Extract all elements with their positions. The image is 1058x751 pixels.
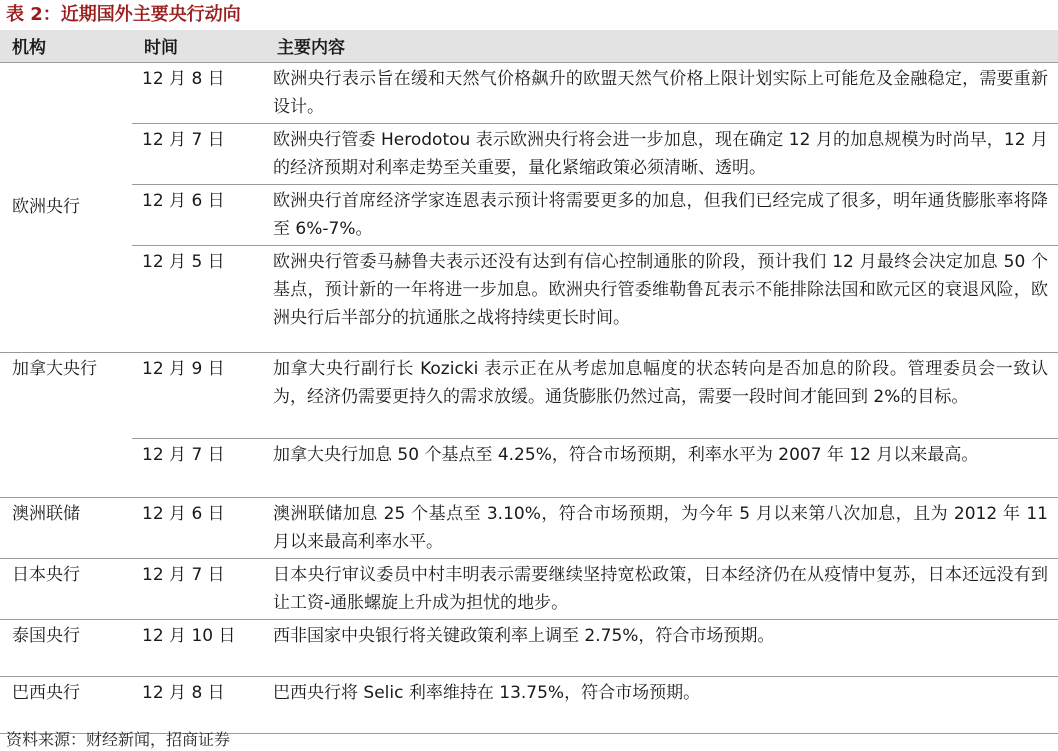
central-bank-table (0, 30, 1058, 734)
org-cell: 泰国央行 (0, 619, 132, 676)
table-row (0, 558, 1058, 619)
content-cell: 欧洲央行管委 Herodotou 表示欧洲央行将会进一步加息，现在确定 12 月的加息规模为时尚早，12 月的经济预期对利率走势至关重要，量化紧缩政策必须清晰、透明。 (265, 123, 1058, 184)
date-cell: 12 月 10 日 (132, 619, 265, 676)
date-cell: 12 月 8 日 (132, 676, 265, 733)
date-cell: 12 月 6 日 (132, 184, 265, 245)
content-cell: 加拿大央行副行长 Kozicki 表示正在从考虑加息幅度的状态转向是否加息的阶段。管理委员会一致认为，经济仍需要更持久的需求放缓。通货膨胀仍然过高，需要一段时间才能回到 2%的目标。 (265, 352, 1058, 438)
content-cell: 西非国家中央银行将关键政策利率上调至 2.75%，符合市场预期。 (265, 619, 1058, 676)
org-cell: 澳洲联储 (0, 497, 132, 558)
org-cell: 日本央行 (0, 558, 132, 619)
content-cell: 澳洲联储加息 25 个基点至 3.10%，符合市场预期，为今年 5 月以来第八次加息，且为 2012 年 11 月以来最高利率水平。 (265, 497, 1058, 558)
table-row (0, 352, 1058, 438)
org-cell: 加拿大央行 (0, 352, 132, 497)
date-cell: 12 月 7 日 (132, 438, 265, 497)
date-cell: 12 月 7 日 (132, 123, 265, 184)
table-header-row (0, 30, 1058, 62)
content-cell: 加拿大央行加息 50 个基点至 4.25%，符合市场预期，利率水平为 2007 年 12 月以来最高。 (265, 438, 1058, 497)
date-cell: 12 月 5 日 (132, 245, 265, 352)
header-content: 主要内容 (265, 30, 1058, 62)
table-row (0, 62, 1058, 123)
date-cell: 12 月 9 日 (132, 352, 265, 438)
content-cell: 欧洲央行管委马赫鲁夫表示还没有达到有信心控制通胀的阶段，预计我们 12 月最终会决定加息 50 个基点，预计新的一年将进一步加息。欧洲央行管委维勒鲁瓦表示不能排除法国和欧元区的衰退风险，欧洲央行后半部分的抗通胀之战将持续更长时间。 (265, 245, 1058, 352)
content-cell: 日本央行审议委员中村丰明表示需要继续坚持宽松政策，日本经济仍在从疫情中复苏，日本还远没有到让工资-通胀螺旋上升成为担忧的地步。 (265, 558, 1058, 619)
table-row (0, 619, 1058, 676)
table-title: 表 2：近期国外主要央行动向 (6, 4, 241, 25)
content-cell: 欧洲央行首席经济学家连恩表示预计将需要更多的加息，但我们已经完成了很多，明年通货膨胀率将降至 6%-7%。 (265, 184, 1058, 245)
table-row (0, 497, 1058, 558)
table-row (0, 676, 1058, 733)
org-cell: 巴西央行 (0, 676, 132, 733)
table-row (0, 438, 1058, 497)
content-cell: 欧洲央行表示旨在缓和天然气价格飙升的欧盟天然气价格上限计划实际上可能危及金融稳定，需要重新设计。 (265, 62, 1058, 123)
header-date: 时间 (132, 30, 265, 62)
source-note: 资料来源：财经新闻，招商证券 (6, 730, 231, 749)
content-cell: 巴西央行将 Selic 利率维持在 13.75%，符合市场预期。 (265, 676, 1058, 733)
date-cell: 12 月 6 日 (132, 497, 265, 558)
table-row (0, 184, 1058, 245)
date-cell: 12 月 8 日 (132, 62, 265, 123)
table-row (0, 245, 1058, 352)
table-row (0, 123, 1058, 184)
header-org: 机构 (0, 30, 132, 62)
date-cell: 12 月 7 日 (132, 558, 265, 619)
org-cell: 欧洲央行 (0, 62, 132, 352)
